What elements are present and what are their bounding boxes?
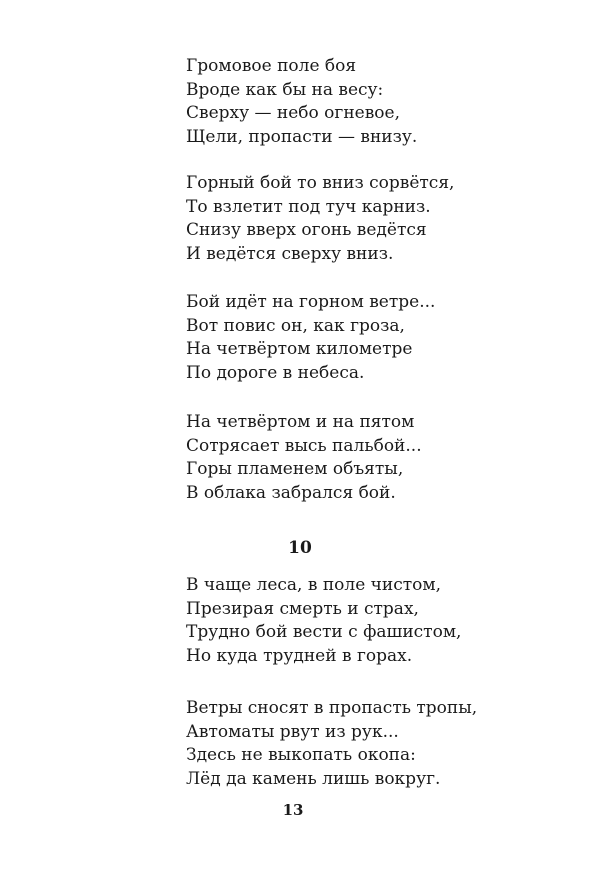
poem-line: В облака забрался бой. <box>186 482 396 503</box>
poem-line: Горный бой то вниз сорвётся, <box>186 173 455 193</box>
poem-line: На четвёртом километре <box>186 339 413 359</box>
poem-line: Щели, пропасти — внизу. <box>186 126 418 147</box>
poem-line: Презирая смерть и страх, <box>186 598 419 619</box>
poem-line: То взлетит под туч карниз. <box>186 196 431 217</box>
stanza-4 <box>186 411 566 505</box>
page-number: 13 <box>282 801 304 819</box>
poem-line: Автоматы рвут из рук... <box>186 721 399 742</box>
poem-line: Горы пламенем объяты, <box>186 459 404 479</box>
stanza-3 <box>186 291 566 385</box>
poem-line: Ветры сносят в пропасть тропы, <box>186 698 478 718</box>
poem-line: Вроде как бы на весу: <box>186 79 384 100</box>
poem-line: Сверху — небо огневое, <box>186 103 400 123</box>
poem-line: Трудно бой вести с фашистом, <box>186 622 462 642</box>
poem-line: Лёд да камень лишь вокруг. <box>186 768 441 789</box>
poem-line: Но куда трудней в горах. <box>186 645 413 666</box>
poem-line: И ведётся сверху вниз. <box>186 243 394 264</box>
poem-line: Бой идёт на горном ветре... <box>186 292 436 312</box>
poem-line: Громовое поле боя <box>186 56 357 76</box>
poem-line: По дороге в небеса. <box>186 362 365 383</box>
poem-line: На четвёртом и на пятом <box>186 412 415 432</box>
section-number: 10 <box>288 538 312 558</box>
stanza-1 <box>186 55 566 149</box>
poem-line: Здесь не выкопать окопа: <box>186 745 416 765</box>
stanza-6 <box>186 697 566 791</box>
poem-line: Вот повис он, как гроза, <box>186 315 405 336</box>
stanza-2 <box>186 172 566 266</box>
poem-line: В чаще леса, в поле чистом, <box>186 575 442 595</box>
stanza-5 <box>186 574 566 668</box>
poem-line: Снизу вверх огонь ведётся <box>186 220 427 240</box>
poem-line: Сотрясает высь пальбой... <box>186 435 422 456</box>
